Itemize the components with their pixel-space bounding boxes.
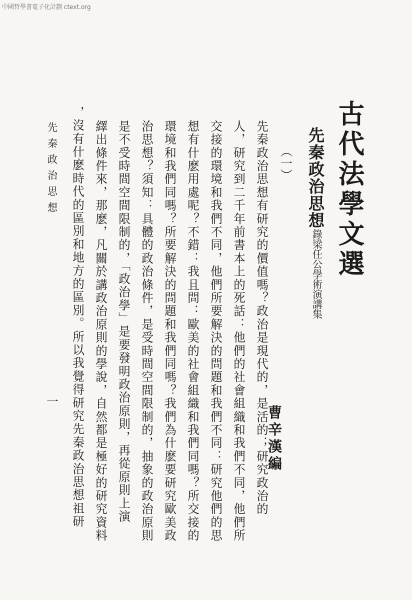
body-line: 想有什麽用處呢？不錯：我且問：歐美的社會組織和我們同嗎？所交接的 (186, 120, 200, 543)
body-line: 是不受時間空間限制的，「政治學」是要發明政治原則，再從原則上演 (117, 120, 131, 524)
body-line: 交接的環境和我們不同，他們所要解決的問題和我們不同：研究他們的思 (209, 120, 223, 543)
body-line: 環境和我們同嗎？所要解決的問題和我們同嗎？我們為什麽要研究歐美政 (163, 120, 177, 543)
running-title: 先秦政治思想 (45, 122, 56, 218)
book-title: 古代法學文選 (334, 100, 364, 280)
body-line: 先秦政治思想有研究的價值嗎？政治是現代的，是活的；研究政治的 (255, 120, 269, 516)
section-number: （一） (279, 145, 293, 181)
body-line: 人，研究到二千年前書本上的死話：他們的社會組織和我們不同，他們所 (232, 120, 246, 543)
body-line: 治思想？須知：具體的政治條件，是受時間空間限制的，抽象的政治原則 (140, 120, 154, 543)
editor-credit: 曹辛漢編 (266, 405, 282, 473)
body-line: ，沒有什麽時代的區別和地方的區別。所以我覺得研究先秦政治思想祖研 (71, 106, 85, 529)
body-line: 繹出條件來，那麽，凡關於講政治原則的學說，自然都是極好的研究資料 (94, 120, 108, 543)
article-title: 先秦政治思想 (306, 127, 325, 229)
article-title-block (305, 127, 325, 319)
watermark: 中國哲學書電子化計劃 ctext.org (2, 4, 91, 11)
article-source-note: 錄梁任公學術演講集 (310, 229, 321, 319)
page-number: 一 (45, 395, 59, 407)
